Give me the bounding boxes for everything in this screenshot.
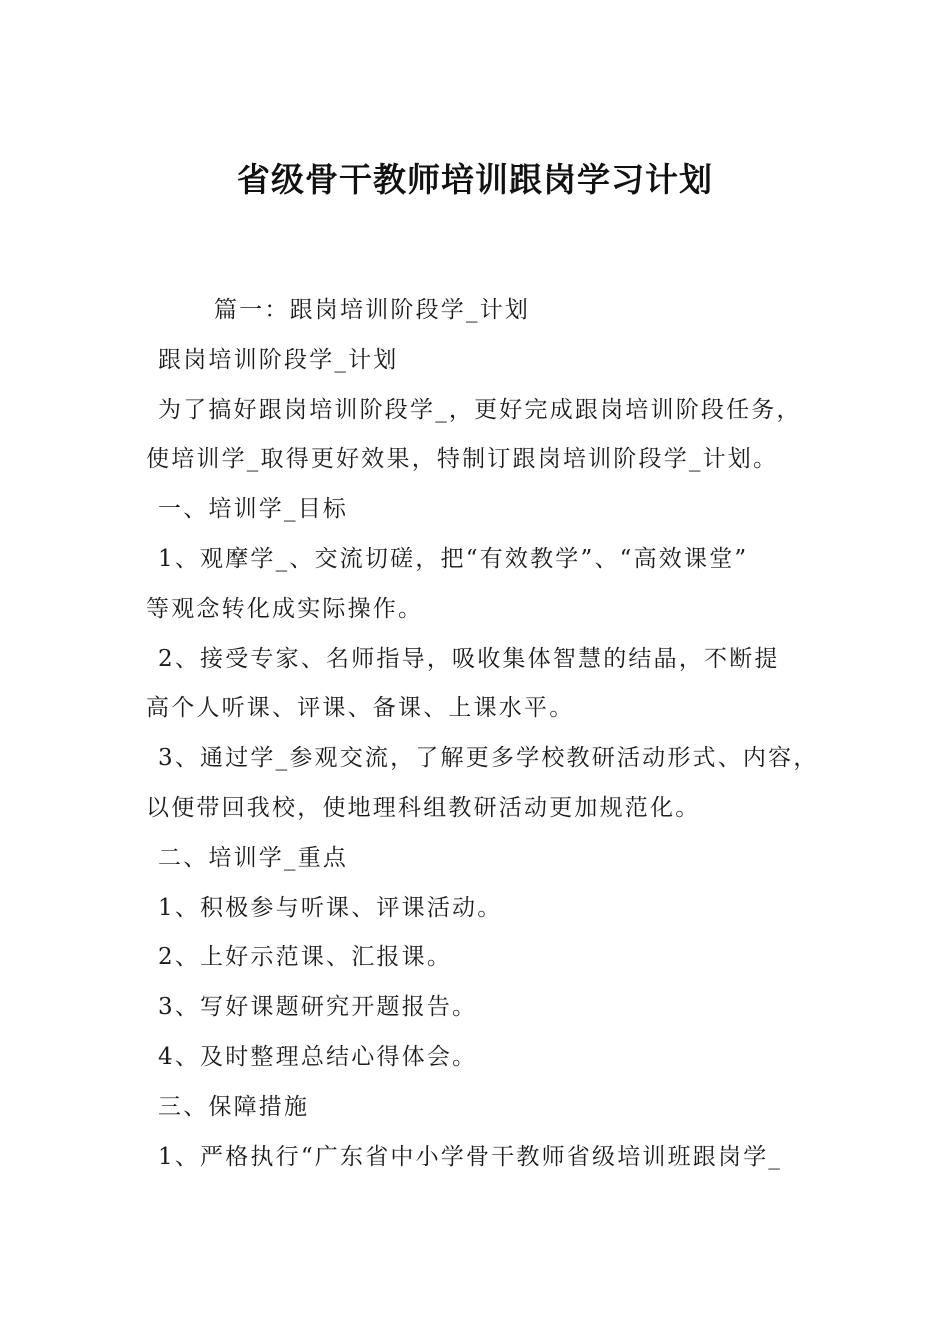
section-heading-focus: 二、培训学_重点 [158,844,349,871]
list-item-measure-1: 1、严格执行“广东省中小学骨干教师省级培训班跟岗学_ [158,1143,783,1170]
list-item-goal-3-cont: 以便带回我校，使地理科组教研活动更加规范化。 [146,794,701,821]
list-item-goal-2-cont: 高个人听课、评课、备课、上课水平。 [146,695,575,722]
paragraph-line: 使培训学_取得更好效果，特制订跟岗培训阶段学_计划。 [146,446,779,473]
list-item-focus-2: 2、上好示范课、汇报课。 [158,944,453,971]
list-item-goal-1-cont: 等观念转化成实际操作。 [146,595,424,622]
chapter-heading: 篇一：跟岗培训阶段学_计划 [214,297,531,323]
document-body [146,286,826,1182]
list-item-goal-2: 2、接受专家、名师指导，吸收集体智慧的结晶，不断提 [158,645,780,672]
list-item-focus-3: 3、写好课题研究开题报告。 [158,994,478,1021]
section-heading-goals: 一、培训学_目标 [158,496,349,523]
list-item-goal-3: 3、通过学_参观交流，了解更多学校教研活动形式、内容， [158,745,819,772]
section-title: 跟岗培训阶段学_计划 [158,346,399,373]
section-heading-measures: 三、保障措施 [158,1093,310,1120]
list-item-focus-4: 4、及时整理总结心得体会。 [158,1043,478,1070]
paragraph-line: 为了搞好跟岗培训阶段学_，更好完成跟岗培训阶段任务， [158,396,802,423]
list-item-focus-1: 1、积极参与听课、评课活动。 [158,894,503,921]
list-item-goal-1: 1、观摩学_、交流切磋，把“有效教学”、“高效课堂” [158,545,749,572]
document-title: 省级骨干教师培训跟岗学习计划 [237,160,713,199]
